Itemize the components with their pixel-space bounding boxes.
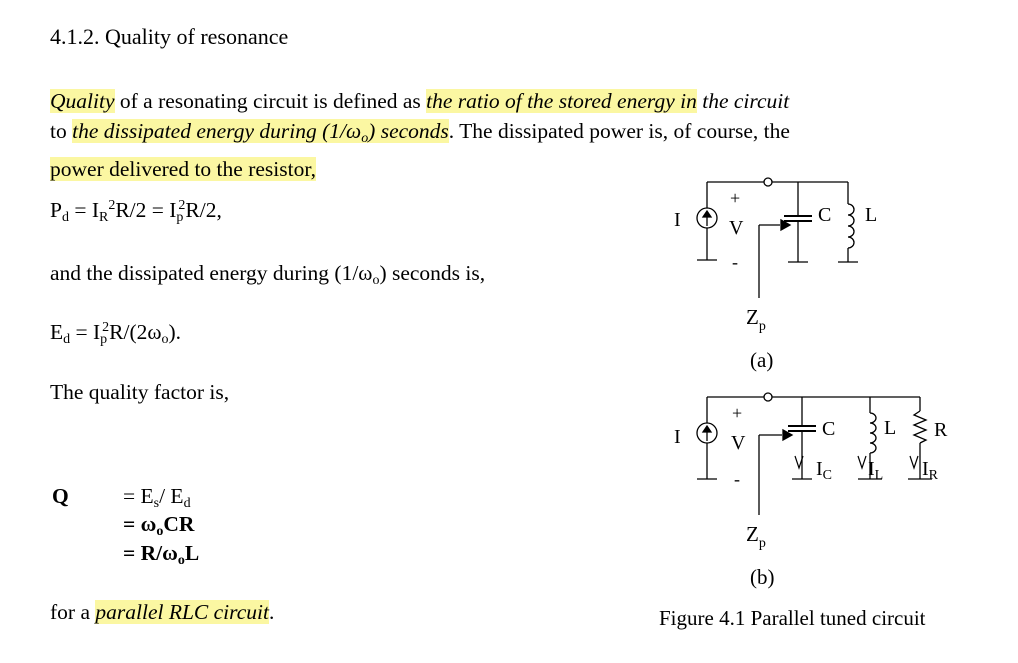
paragraph-text: the circuit [696, 89, 790, 113]
eq-symbol: E [50, 320, 64, 344]
quality-factor-text: The quality factor is, [50, 380, 230, 404]
subscript: p [758, 319, 766, 334]
eq-symbol: P [50, 198, 62, 222]
current-source-symbol [697, 397, 717, 479]
eq-text: ). [168, 320, 182, 344]
section-heading: 4.1.2. Quality of resonance [50, 24, 289, 49]
label-impedance [746, 305, 766, 334]
body-text: for a [50, 600, 96, 624]
label-plus: + [732, 403, 743, 423]
body-text: ) seconds is, [379, 261, 486, 285]
capacitor-symbol [784, 182, 812, 262]
subscript: s [153, 496, 160, 511]
body-text: and the dissipated energy during (1/ω [50, 261, 373, 285]
label-resistor: R [934, 419, 948, 441]
eq-text: = E [123, 484, 154, 508]
subscript: R [928, 468, 939, 483]
label-inductor: L [884, 417, 897, 439]
dissipated-energy-text [50, 261, 485, 289]
eq-text: CR [163, 512, 195, 536]
label-impedance [746, 522, 766, 551]
paragraph-text: ) seconds [368, 119, 449, 143]
subscript: o [361, 131, 369, 146]
subscript: p [100, 332, 108, 347]
current-i: I [868, 458, 875, 480]
subscript: p [176, 210, 184, 225]
eq-text: L [184, 541, 200, 565]
label-resistor-current [922, 458, 939, 483]
term-quality: Quality [50, 89, 115, 113]
equation-dissipated-power [50, 198, 222, 226]
paragraph-text: of a resonating circuit is defined as [114, 89, 427, 113]
highlight-stored-energy: the ratio of the stored energy in [426, 89, 697, 113]
label-plus: + [730, 188, 741, 208]
circuit-diagram-a [660, 170, 910, 375]
subscript: o [161, 332, 169, 347]
label-current: I [674, 209, 681, 231]
paragraph-text: to [50, 119, 73, 143]
subscript: L [874, 468, 884, 483]
subscript: R [99, 210, 109, 225]
eq-text: = ω [123, 512, 157, 536]
impedance-z: Z [746, 305, 759, 329]
eq-text: R/2 = I [115, 198, 177, 222]
eq-text: R/(2ω [109, 320, 162, 344]
eq-text: = R/ω [123, 541, 178, 565]
subscript: d [63, 332, 71, 347]
label-capacitor-current [816, 458, 832, 483]
paragraph-text: the dissipated energy during (1/ω [72, 119, 362, 143]
subscript: C [822, 468, 833, 483]
superscript: 2 [108, 198, 116, 213]
eq-text: = I [68, 198, 99, 222]
impedance-z: Z [746, 522, 759, 546]
subscript: o [372, 273, 380, 288]
body-text: . [268, 600, 275, 624]
label-capacitor: C [818, 204, 832, 226]
eq-text: / E [159, 484, 184, 508]
impedance-probe [759, 220, 790, 298]
paragraph-line-1 [50, 86, 950, 116]
label-minus: - [734, 469, 740, 489]
subscript: d [61, 210, 69, 225]
paragraph-line-2 [50, 116, 950, 154]
label-inductor: L [865, 204, 878, 226]
label-voltage: V [729, 217, 744, 239]
q-line-2 [123, 512, 194, 540]
capacitor-symbol [788, 397, 816, 479]
inductor-symbol [838, 182, 858, 262]
eq-text: R/2, [185, 198, 222, 222]
eq-text: = I [70, 320, 101, 344]
q-line-3 [123, 541, 199, 569]
subscript: d [183, 496, 191, 511]
label-voltage: V [731, 432, 746, 454]
current-i: I [816, 458, 823, 480]
highlight-dissipated-energy [72, 119, 449, 146]
label-capacitor: C [822, 418, 836, 440]
current-i: I [922, 458, 929, 480]
superscript: 2 [178, 198, 186, 213]
paragraph-text: . The dissipated power is, of course, the [448, 119, 790, 143]
q-line-1 [123, 484, 191, 512]
figure-tag-b: (b) [750, 565, 775, 589]
subscript: o [156, 524, 164, 539]
highlight-power-delivered: power delivered to the resistor, [50, 157, 317, 181]
equation-dissipated-energy [50, 320, 181, 348]
label-current: I [674, 426, 681, 448]
subscript: p [758, 536, 766, 551]
highlight-parallel-rlc: parallel RLC circuit [95, 600, 269, 624]
superscript: 2 [102, 320, 110, 335]
figure-tag-a: (a) [750, 348, 774, 372]
current-source-symbol [697, 182, 717, 260]
terminal-node [764, 178, 772, 186]
impedance-probe [759, 430, 792, 515]
label-inductor-current [868, 458, 883, 483]
circuit-diagram-b [660, 385, 960, 593]
terminal-node [764, 393, 772, 401]
q-symbol: Q [52, 484, 69, 508]
subscript: o [177, 553, 185, 568]
label-minus: - [732, 252, 738, 272]
figure-caption: Figure 4.1 Parallel tuned circuit [659, 606, 926, 630]
closing-text [50, 600, 274, 625]
